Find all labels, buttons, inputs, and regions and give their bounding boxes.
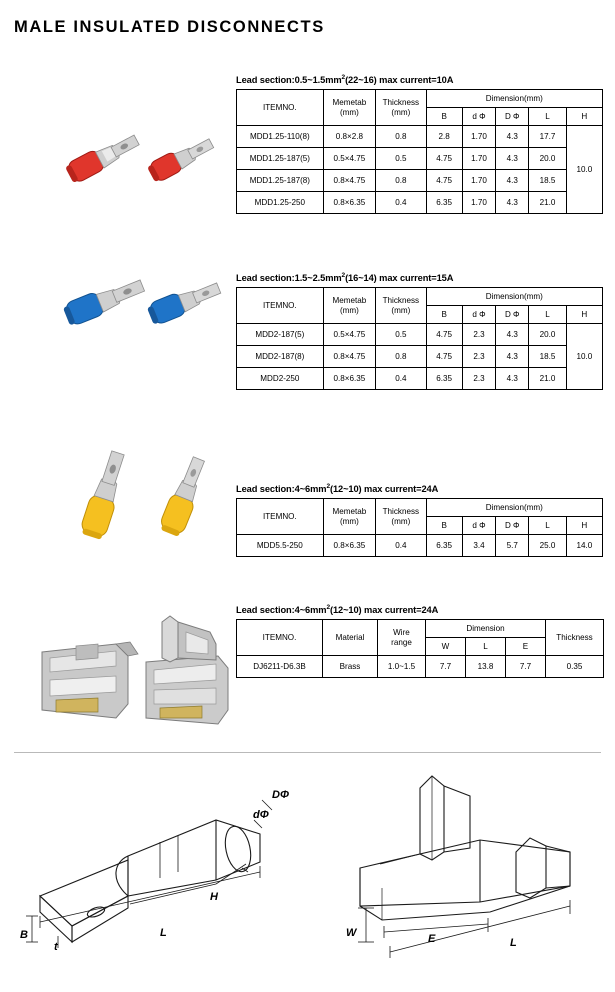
spec-table-4 [236,619,604,678]
cell-itemno: MDD2-187(8) [237,346,324,368]
cell-thickness: 0.5 [376,324,426,346]
table-header-row [237,499,603,517]
header-metal-tab-line1: Memetab [332,98,367,108]
caption-suffix: (22~16) max current=10A [345,75,454,86]
cell-itemno: MDD5.5-250 [237,535,324,557]
header-dim-d: d Φ [462,306,495,324]
cell-l: 25.0 [529,535,566,557]
header-itemno: ITEMNO. [237,288,324,324]
table-header-row [237,288,603,306]
cell-b: 6.35 [426,535,462,557]
cell-tab: 0.5×4.75 [323,148,375,170]
header-material: Material [323,620,378,656]
cell-itemno: MDD1.25-187(8) [237,170,324,192]
header-dim-d: d Φ [462,108,495,126]
header-dim-b: B [426,306,462,324]
table-row [237,656,604,678]
cell-b: 4.75 [426,170,462,192]
yellow-disconnect-illustration [50,450,230,565]
label-d-phi: dΦ [253,809,269,821]
male-disconnect-dimension-drawing [10,756,320,992]
header-dimension: Dimension(mm) [426,90,602,108]
cell-tab: 0.5×4.75 [323,324,375,346]
label-W: W [346,927,357,939]
caption-sup: 2 [326,604,330,611]
cell-l: 18.5 [529,170,566,192]
label-E: E [428,933,436,945]
cell-dd: 4.3 [496,126,529,148]
brass-terminal-illustration [20,600,235,750]
header-dimension: Dimension(mm) [426,499,602,517]
header-dim-l: L [466,638,506,656]
cell-dd: 4.3 [496,192,529,214]
cell-itemno: MDD2-187(5) [237,324,324,346]
header-dim-l: L [529,517,566,535]
cell-tab: 0.8×6.35 [323,535,375,557]
cell-itemno: MDD1.25-110(8) [237,126,324,148]
cell-b: 6.35 [426,192,462,214]
cell-dd: 4.3 [496,368,529,390]
cell-d: 3.4 [462,535,495,557]
spec-block-2 [236,272,603,390]
product-photo-yellow [50,450,230,565]
cell-dd: 4.3 [496,170,529,192]
header-dim-dd: D Φ [496,517,529,535]
cell-h-merged: 10.0 [566,126,602,214]
caption-suffix: (12~10) max current=24A [329,605,439,616]
cell-d: 1.70 [462,148,495,170]
red-disconnect-illustration [50,125,225,230]
cell-thickness: 0.5 [376,148,426,170]
cell-l: 13.8 [466,656,506,678]
cell-itemno: MDD1.25-250 [237,192,324,214]
cell-thickness: 0.4 [376,535,426,557]
table-row [237,192,603,214]
header-itemno: ITEMNO. [237,90,324,126]
spec-table-3 [236,498,603,557]
header-metal-tab-line2: (mm) [339,107,359,117]
table-row [237,148,603,170]
header-metal-tab [323,499,375,535]
header-wire-line1: Wire [393,628,410,638]
caption-prefix: Lead section:4~6mm [236,605,327,616]
page-title: MALE INSULATED DISCONNECTS [14,18,325,36]
cell-tab: 0.8×6.35 [323,192,375,214]
header-metal-tab-line2: (mm) [339,516,359,526]
cell-h: 14.0 [566,535,602,557]
header-thickness [376,499,426,535]
table-row [237,170,603,192]
cell-d: 2.3 [462,324,495,346]
cell-d: 2.3 [462,368,495,390]
header-metal-tab [323,90,375,126]
header-dim-h: H [566,306,602,324]
label-H: H [210,891,218,903]
cell-dd: 4.3 [496,148,529,170]
cell-h-merged: 10.0 [566,324,602,390]
cell-thickness: 0.8 [376,126,426,148]
caption-suffix: (12~10) max current=24A [329,484,439,495]
caption-suffix: (16~14) max current=15A [345,273,454,284]
header-dim-b: B [426,517,462,535]
cell-d: 1.70 [462,192,495,214]
cell-l: 18.5 [529,346,566,368]
header-itemno: ITEMNO. [237,620,323,656]
label-L: L [160,927,167,939]
header-dim-l: L [529,108,566,126]
cell-dd: 4.3 [496,324,529,346]
product-photo-metal [20,600,235,750]
cell-l: 21.0 [529,192,566,214]
table-row [237,346,603,368]
header-wire-range [378,620,426,656]
cell-thickness: 0.4 [376,368,426,390]
cell-itemno: MDD1.25-187(5) [237,148,324,170]
cell-l: 20.0 [529,324,566,346]
cell-d: 2.3 [462,346,495,368]
product-photo-red [50,125,225,230]
cell-l: 20.0 [529,148,566,170]
label-B: B [20,929,28,941]
caption-sup: 2 [326,483,330,490]
cell-thickness: 0.35 [546,656,604,678]
cell-b: 2.8 [426,126,462,148]
spec-block-1-caption [236,74,603,85]
header-metal-tab-line1: Memetab [332,296,367,306]
header-dim-b: B [426,108,462,126]
caption-sup: 2 [341,272,346,279]
cell-tab: 0.8×4.75 [323,170,375,192]
cell-w: 7.7 [426,656,466,678]
header-thickness-line1: Thickness [382,507,420,517]
header-dim-l: L [529,306,566,324]
label-t: t [54,941,58,953]
female-terminal-dimension-drawing [320,756,600,992]
header-thickness-line2: (mm) [391,107,411,117]
spec-block-3-caption [236,483,603,494]
cell-tab: 0.8×6.35 [323,368,375,390]
cell-itemno: MDD2-250 [237,368,324,390]
spec-block-1 [236,74,603,214]
caption-prefix: Lead section:0.5~1.5mm [236,75,342,86]
header-thickness [376,90,426,126]
header-wire-line2: range [391,637,412,647]
cell-b: 4.75 [426,324,462,346]
cell-itemno: DJ6211-D6.3B [237,656,323,678]
spec-table-1 [236,89,603,214]
cell-l: 17.7 [529,126,566,148]
header-thickness-line1: Thickness [382,98,420,108]
caption-sup: 2 [341,74,346,81]
cell-wire-range: 1.0~1.5 [378,656,426,678]
cell-tab: 0.8×4.75 [323,346,375,368]
header-thickness-line2: (mm) [391,305,411,315]
header-metal-tab-line1: Memetab [332,507,367,517]
cell-tab: 0.8×2.8 [323,126,375,148]
cell-b: 6.35 [426,368,462,390]
cell-d: 1.70 [462,170,495,192]
header-dim-d: d Φ [462,517,495,535]
header-thickness [376,288,426,324]
product-photo-blue [50,265,225,375]
table-row [237,535,603,557]
cell-b: 4.75 [426,148,462,170]
cell-thickness: 0.8 [376,346,426,368]
table-row [237,126,603,148]
table-row [237,368,603,390]
label-L-right: L [510,937,517,949]
cell-e: 7.7 [506,656,546,678]
technical-drawings [0,756,615,992]
cell-b: 4.75 [426,346,462,368]
spec-block-2-caption [236,272,603,283]
header-dim-dd: D Φ [496,108,529,126]
header-thickness: Thickness [546,620,604,656]
header-dim-dd: D Φ [496,306,529,324]
spec-block-4 [236,604,603,678]
header-dimension: Dimension(mm) [426,288,602,306]
spec-block-4-caption [236,604,603,615]
cell-l: 21.0 [529,368,566,390]
header-metal-tab [323,288,375,324]
spec-table-2 [236,287,603,390]
caption-prefix: Lead section:4~6mm [236,484,327,495]
spec-block-3 [236,483,603,557]
header-itemno: ITEMNO. [237,499,324,535]
caption-prefix: Lead section:1.5~2.5mm [236,273,342,284]
header-thickness-line1: Thickness [382,296,420,306]
header-dim-e: E [506,638,546,656]
cell-thickness: 0.4 [376,192,426,214]
table-row [237,324,603,346]
cell-dd: 4.3 [496,346,529,368]
header-metal-tab-line2: (mm) [339,305,359,315]
cell-thickness: 0.8 [376,170,426,192]
cell-dd: 5.7 [496,535,529,557]
header-dim-h: H [566,517,602,535]
header-dimension: Dimension [426,620,546,638]
label-D-phi: DΦ [272,789,289,801]
table-header-row [237,620,604,638]
blue-disconnect-illustration [50,265,225,375]
section-divider [14,752,601,753]
header-thickness-line2: (mm) [391,516,411,526]
cell-d: 1.70 [462,126,495,148]
table-header-row [237,90,603,108]
cell-material: Brass [323,656,378,678]
header-dim-h: H [566,108,602,126]
header-dim-w: W [426,638,466,656]
